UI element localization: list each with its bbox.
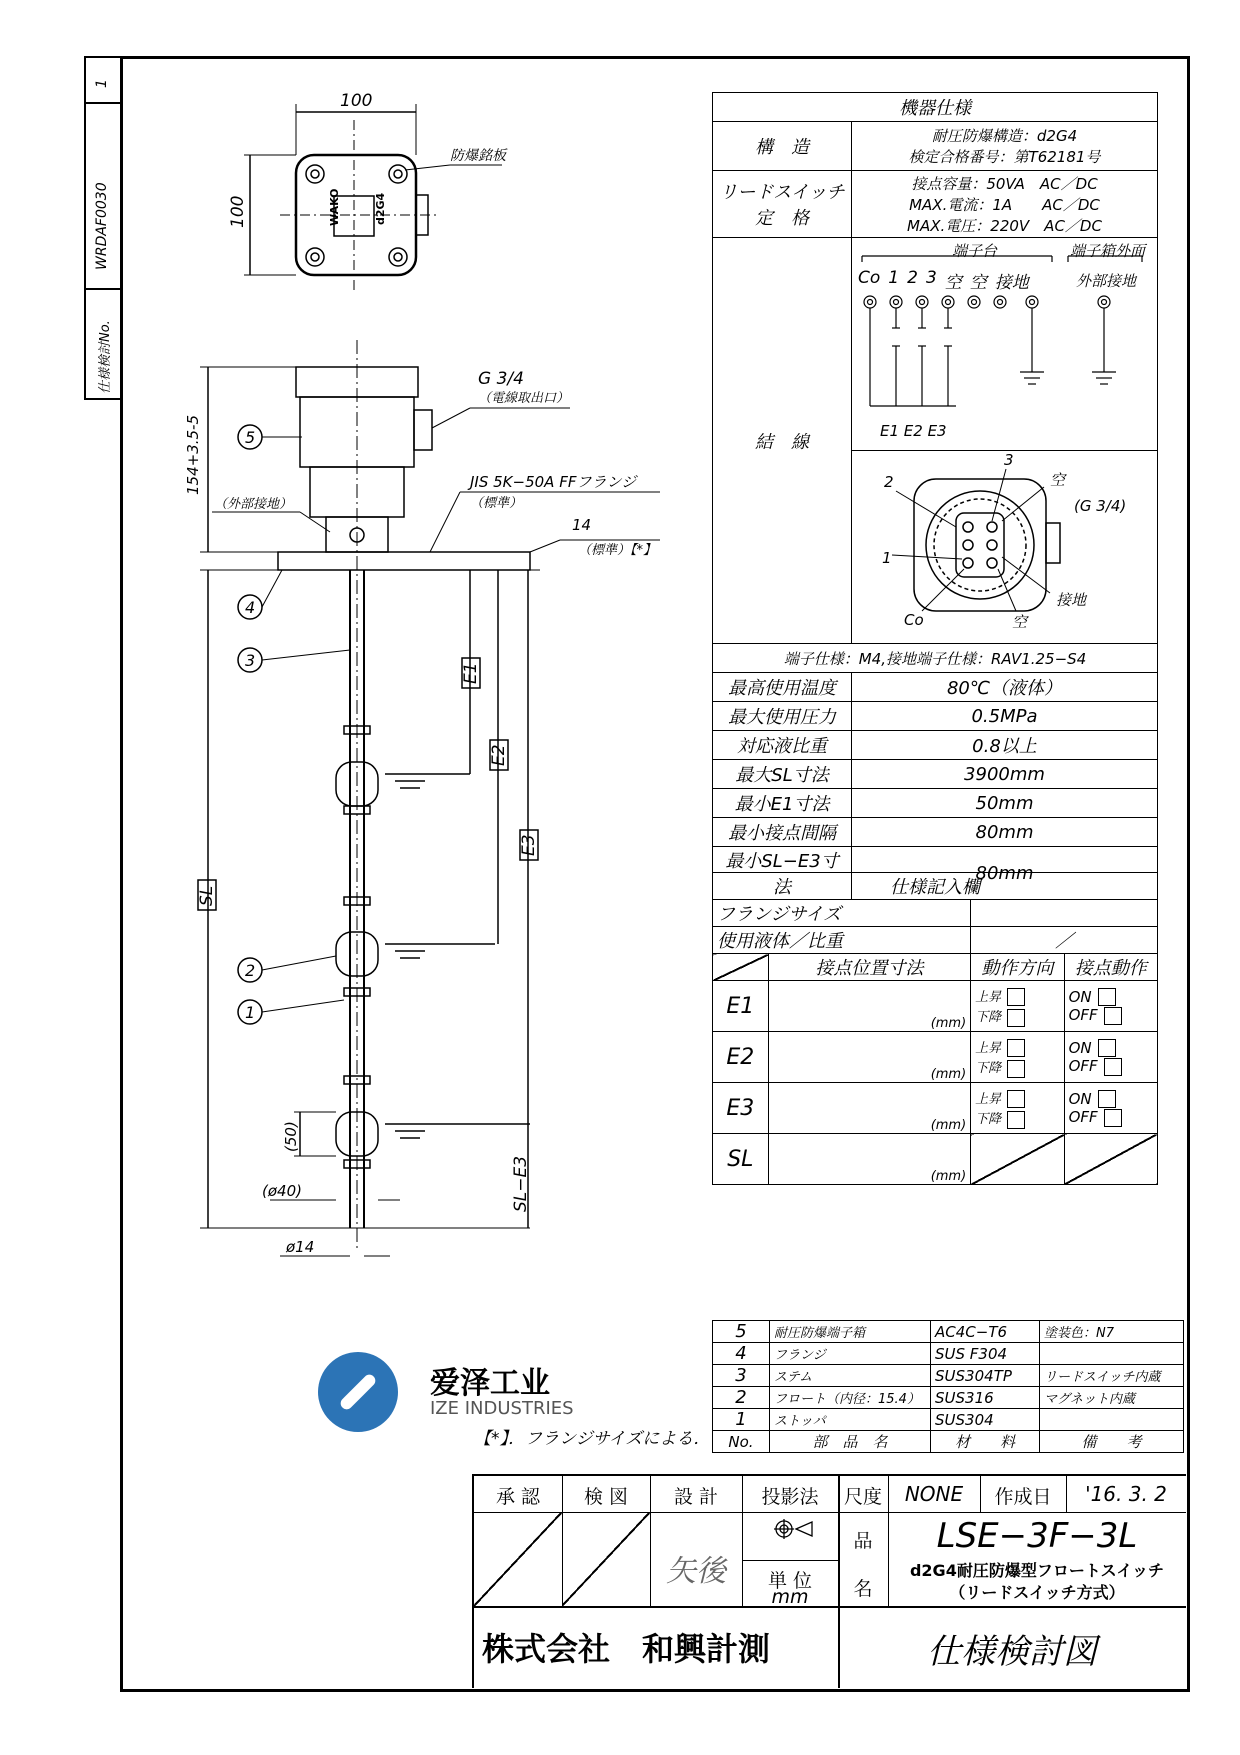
box-label-2: 2 [884, 473, 894, 491]
e1-action[interactable] [1064, 981, 1157, 1032]
spec-row-value: 80mm [852, 847, 1158, 900]
part-no: 1 [713, 1409, 770, 1431]
sheet-number: 1 [94, 79, 110, 88]
sl-direction-na [971, 1134, 1064, 1185]
dim-side-100: 100 [228, 195, 248, 228]
company-name: 株式会社 和興計測 [482, 1630, 771, 1668]
terminal-box-figure [852, 451, 1148, 643]
part-name: 耐圧防爆端子箱 [770, 1321, 931, 1343]
part-material: SUS304 [931, 1409, 1040, 1431]
structure-value [852, 122, 1158, 171]
on-checkbox[interactable] [1098, 1090, 1116, 1108]
parts-header-no: No. [713, 1431, 770, 1453]
rating-line-2: MAX.電流：1A AC／DC [909, 195, 1100, 214]
box-label-kuu-2: 空 [1012, 613, 1028, 631]
d2g4-mark: d2G4 [374, 192, 387, 225]
check-cell [562, 1512, 650, 1606]
ext-ground-terminal: 外部接地 [1076, 272, 1137, 290]
part-name: フランジ [770, 1343, 931, 1365]
title-block [472, 1474, 1186, 1688]
balloon-1: 1 [245, 1003, 256, 1022]
approve-label: 承 認 [495, 1486, 541, 1508]
cable-outlet-label: （電線取出口） [478, 391, 570, 406]
part-name: フロート（内径：15.4） [770, 1387, 931, 1409]
dim-14-stem: ø14 [286, 1238, 315, 1256]
row-e3: E3 [713, 1083, 769, 1134]
part-note: マグネット内蔵 [1040, 1387, 1184, 1409]
dim-sl: SL [197, 885, 217, 906]
row-e2: E2 [713, 1032, 769, 1083]
terminal-block-label: 端子台 [952, 242, 998, 260]
spec-row-value: 0.5MPa [852, 702, 1158, 731]
ize-logo-en: IZE INDUSTRIES [430, 1398, 574, 1419]
balloon-5: 5 [245, 428, 256, 447]
spec-row-value: 80mm [852, 818, 1158, 847]
entry-corner [713, 954, 769, 981]
parts-table [712, 1320, 1184, 1453]
up-label: 上昇 [975, 989, 1002, 1005]
on-label: ON [1068, 1089, 1092, 1108]
row-e1: E1 [713, 981, 769, 1032]
balloon-2: 2 [245, 961, 256, 980]
ize-logo-cn: 爱泽工业 [430, 1366, 550, 1401]
e2-action[interactable] [1064, 1032, 1157, 1083]
flange-std: （標準） [470, 496, 523, 511]
part-no: 2 [713, 1387, 770, 1409]
down-checkbox[interactable] [1007, 1009, 1025, 1027]
balloon-3: 3 [245, 651, 256, 670]
terminal-box-outer-label: 端子箱外面 [1070, 242, 1146, 260]
height-dim: 154+3.5-5 [184, 414, 202, 495]
ize-logo-icon [318, 1352, 398, 1432]
date-label: 作成日 [994, 1486, 1052, 1508]
off-label: OFF [1068, 1108, 1098, 1126]
nameplate-label: 防爆銘板 [450, 148, 506, 164]
sl-value[interactable]: (mm) [768, 1134, 971, 1185]
model-name: LSE−3F−3L [936, 1516, 1138, 1556]
spec-title: 機器仕様 [713, 93, 1158, 122]
down-label: 下降 [975, 1061, 1002, 1076]
pos-header: 接点位置寸法 [768, 954, 971, 981]
date-value: '16. 3. 2 [1085, 1482, 1167, 1506]
down-label: 下降 [975, 1010, 1002, 1025]
e-labels: E1 E2 E3 [880, 422, 947, 440]
off-label: OFF [1068, 1057, 1098, 1075]
up-label: 上昇 [975, 1091, 1002, 1107]
wiring-diagram [852, 238, 1158, 451]
up-checkbox[interactable] [1007, 1090, 1025, 1108]
dim-e1: E1 [461, 662, 481, 684]
down-checkbox[interactable] [1007, 1060, 1025, 1078]
liquid-label: 使用液体／比重 [713, 927, 971, 954]
ext-ground-label: （外部接地） [214, 497, 293, 512]
terminal-ground: 接地 [994, 273, 1029, 293]
part-note [1040, 1343, 1184, 1365]
entry-table [712, 872, 1158, 1185]
box-label-ground: 接地 [1056, 591, 1087, 609]
box-label-g34: (G 3/4) [1074, 497, 1127, 515]
e3-action[interactable] [1064, 1083, 1157, 1134]
spec-row-label: 最大SL寸法 [713, 760, 852, 789]
part-material: AC4C−T6 [931, 1321, 1040, 1343]
terminal-kuu-1: 空 [944, 273, 962, 293]
flange-size-value[interactable] [971, 900, 1158, 927]
dim-14: 14 [572, 516, 592, 534]
part-name: ステム [770, 1365, 931, 1387]
wiring-schematic [852, 238, 1148, 450]
rating-line-1: 接点容量：50VA AC／DC [911, 174, 1098, 193]
spec-row-label: 最小SL−E3寸法 [713, 847, 852, 900]
flange-spec: JIS 5K−50A FFフランジ [470, 473, 637, 491]
structure-line-2: 検定合格番号：第T62181号 [908, 148, 1101, 166]
check-label: 検 図 [583, 1486, 629, 1508]
box-label-3: 3 [1004, 451, 1014, 469]
box-label-1: 1 [882, 549, 892, 567]
part-no: 3 [713, 1365, 770, 1387]
e3-direction[interactable] [971, 1083, 1064, 1134]
std-note: （標準）【*】 [578, 543, 657, 558]
scale-value: NONE [904, 1482, 964, 1506]
part-material: SUS304TP [931, 1365, 1040, 1387]
e1-direction[interactable] [971, 981, 1064, 1032]
projection-label: 投影法 [761, 1486, 819, 1508]
terminal-spec: 端子仕様：M4,接地端子仕様：RAV1.25−S4 [713, 644, 1158, 673]
up-checkbox[interactable] [1007, 988, 1025, 1006]
dim-50: (50) [282, 1121, 300, 1152]
terminal-kuu-2: 空 [969, 273, 987, 293]
balloon-4: 4 [245, 598, 256, 617]
up-checkbox[interactable] [1007, 1039, 1025, 1057]
doc-number-label: 仕様検討No. [98, 320, 113, 394]
part-no: 4 [713, 1343, 770, 1365]
dir-header: 動作方向 [971, 954, 1064, 981]
doc-type: 仕様検討図 [927, 1632, 1097, 1672]
rating-value [852, 171, 1158, 238]
box-label-kuu-1: 空 [1050, 471, 1066, 489]
dim-sl-e3: SL−E3 [511, 1155, 531, 1212]
product-name-2: （リードスイッチ方式） [949, 1583, 1125, 1602]
on-checkbox[interactable] [1098, 988, 1116, 1006]
spec-row-label: 最小E1寸法 [713, 789, 852, 818]
flange-note: 【*】．フランジサイズによる． [474, 1429, 711, 1449]
off-label: OFF [1068, 1006, 1098, 1024]
up-label: 上昇 [975, 1040, 1002, 1056]
dim-top-100: 100 [340, 91, 373, 111]
structure-line-1: 耐圧防爆構造：d2G4 [931, 127, 1078, 145]
dim-40: (ø40) [262, 1182, 302, 1200]
on-label: ON [1068, 987, 1092, 1006]
box-label-co: Co [904, 611, 924, 629]
spec-row-value: 80℃（液体） [852, 673, 1158, 702]
down-label: 下降 [975, 1112, 1002, 1127]
part-material: SUS F304 [931, 1343, 1040, 1365]
terminal-2: 2 [907, 268, 918, 288]
spec-row-value: 0.8以上 [852, 731, 1158, 760]
product-name-1: d2G4耐圧防爆型フロートスイッチ [909, 1561, 1165, 1580]
act-header: 接点動作 [1064, 954, 1157, 981]
part-no: 5 [713, 1321, 770, 1343]
unit-label: 単 位 [767, 1570, 813, 1592]
spec-row-label: 最高使用温度 [713, 673, 852, 702]
entry-title: 仕様記入欄 [713, 873, 1158, 900]
reed-label-1: リードスイッチ [719, 182, 845, 203]
float-switch-drawing [0, 0, 700, 1260]
scale-label: 尺度 [843, 1486, 882, 1508]
rating-line-3: MAX.電圧：220V AC／DC [907, 216, 1102, 235]
parts-header-name: 部 品 名 [770, 1431, 931, 1453]
projection-symbol-icon [774, 1518, 814, 1540]
reed-label-2: 定 格 [755, 208, 809, 229]
row-sl: SL [713, 1134, 769, 1185]
liquid-value[interactable]: ／ [971, 927, 1158, 954]
structure-label: 構 造 [713, 122, 852, 171]
parts-header-material: 材 料 [931, 1431, 1040, 1453]
part-note: リードスイッチ内蔵 [1040, 1365, 1184, 1387]
mei-label: 名 [853, 1578, 873, 1600]
designer-name: 矢後 [666, 1554, 726, 1589]
spec-row-label: 最大使用圧力 [713, 702, 852, 731]
off-checkbox[interactable] [1104, 1109, 1122, 1127]
e1-value[interactable]: (mm) [768, 981, 971, 1032]
off-checkbox[interactable] [1104, 1058, 1122, 1076]
reed-label [713, 171, 852, 238]
wiring-label: 結 線 [713, 238, 852, 644]
spec-row-value: 3900mm [852, 760, 1158, 789]
wako-mark: WAKO [328, 188, 341, 226]
design-label: 設 計 [673, 1486, 719, 1508]
spec-table [712, 92, 1158, 900]
e2-direction[interactable] [971, 1032, 1064, 1083]
on-checkbox[interactable] [1098, 1039, 1116, 1057]
part-material: SUS316 [931, 1387, 1040, 1409]
doc-number: WRDAF0030 [94, 182, 110, 270]
terminal-box-view [852, 451, 1158, 644]
off-checkbox[interactable] [1104, 1007, 1122, 1025]
hin-label: 品 [853, 1530, 873, 1552]
terminal-3: 3 [925, 268, 937, 288]
approve-cell [474, 1512, 562, 1606]
parts-header-note: 備 考 [1040, 1431, 1184, 1453]
terminal-co: Co [858, 268, 881, 288]
on-label: ON [1068, 1038, 1092, 1057]
down-checkbox[interactable] [1007, 1111, 1025, 1129]
g34-label: G 3/4 [478, 369, 524, 389]
e3-value[interactable]: (mm) [768, 1083, 971, 1134]
dim-e3: E3 [519, 834, 539, 856]
terminal-1: 1 [888, 268, 900, 288]
part-note [1040, 1409, 1184, 1431]
part-note: 塗装色：N7 [1040, 1321, 1184, 1343]
spec-row-label: 最小接点間隔 [713, 818, 852, 847]
spec-row-label: 対応液比重 [713, 731, 852, 760]
part-name: ストッパ [770, 1409, 931, 1431]
flange-size-label: フランジサイズ [713, 900, 971, 927]
e2-value[interactable]: (mm) [768, 1032, 971, 1083]
unit-value: mm [771, 1586, 809, 1608]
sl-action-na [1064, 1134, 1157, 1185]
spec-row-value: 50mm [852, 789, 1158, 818]
dim-e2: E2 [489, 744, 509, 766]
